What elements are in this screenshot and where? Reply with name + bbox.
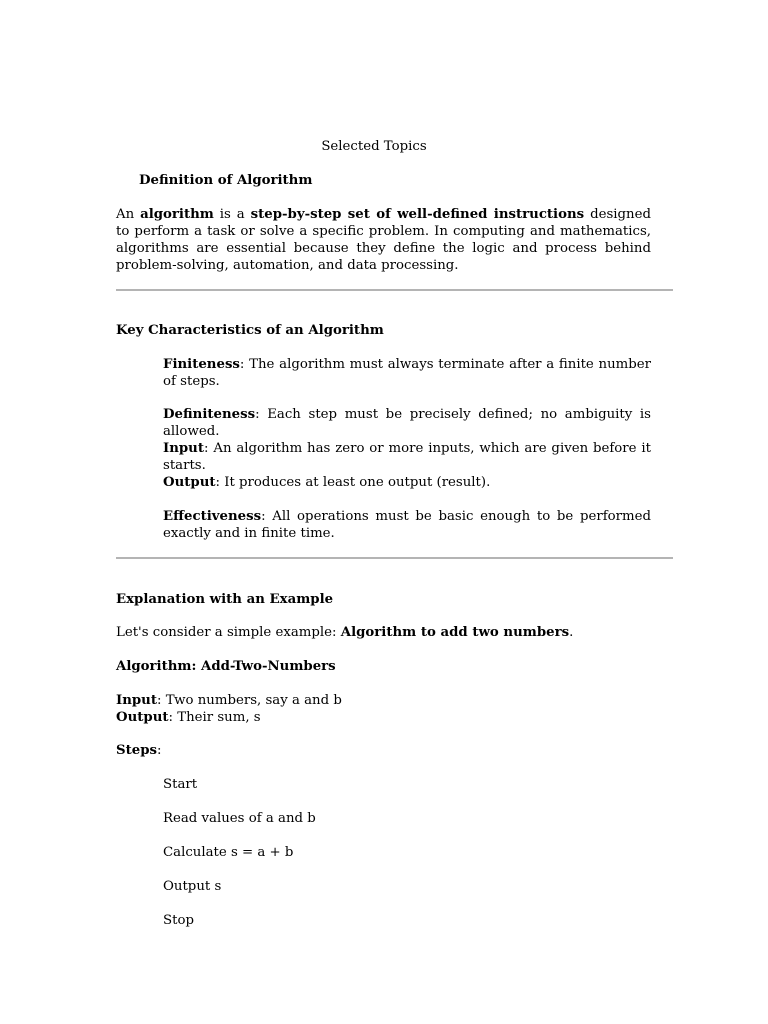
step-item: Calculate s = a + b	[163, 845, 294, 860]
characteristic-term: Output	[163, 475, 216, 490]
output-label: Output	[116, 710, 169, 725]
definition-term: algorithm	[140, 207, 214, 222]
characteristic-desc: : An algorithm has zero or more inputs, which are given before it starts.	[163, 441, 651, 473]
algorithm-output-line	[116, 709, 261, 726]
algorithm-input-line	[116, 692, 342, 709]
characteristic-desc: : Each step must be precisely defined; no ambiguity is allowed.	[163, 407, 651, 439]
step-item: Read values of a and b	[163, 811, 316, 826]
step-item: Stop	[163, 913, 194, 928]
characteristic-desc: : The algorithm must always terminate after a finite number of steps.	[163, 357, 651, 389]
definition-is-a: is a	[219, 207, 245, 222]
step-item: Output s	[163, 879, 222, 894]
characteristic-item	[163, 440, 651, 474]
example-intro-end: .	[569, 625, 574, 640]
page-title: Selected Topics	[321, 139, 427, 154]
definition-heading: Definition of Algorithm	[139, 173, 313, 188]
algorithm-heading: Algorithm: Add-Two-Numbers	[116, 659, 336, 674]
horizontal-rule	[116, 557, 673, 559]
definition-bold-phrase: step-by-step set of well-defined instructions	[250, 207, 585, 222]
definition-paragraph	[116, 206, 651, 274]
steps-colon: :	[157, 743, 162, 758]
horizontal-rule	[116, 289, 673, 291]
characteristic-item	[163, 356, 651, 390]
example-heading: Explanation with an Example	[116, 592, 334, 607]
step-item: Start	[163, 777, 198, 792]
input-text: : Two numbers, say a and b	[157, 693, 342, 708]
characteristic-term: Input	[163, 441, 204, 456]
characteristic-term: Definiteness	[163, 407, 256, 422]
characteristic-item	[163, 508, 651, 542]
steps-label: Steps	[116, 743, 157, 758]
example-intro	[116, 624, 573, 641]
steps-label-line	[116, 742, 161, 759]
characteristic-item	[163, 406, 651, 440]
characteristic-item	[163, 474, 651, 491]
definition-an: An	[116, 207, 135, 222]
characteristic-desc: : It produces at least one output (result).	[215, 475, 491, 490]
example-intro-text: Let's consider a simple example:	[116, 625, 337, 640]
characteristic-desc: : All operations must be basic enough to be performed exactly and in finite time.	[163, 509, 651, 541]
example-intro-bold: Algorithm to add two numbers	[340, 625, 570, 640]
definition-rest: designed to perform a task or solve a specific problem. In computing and mathematics, algorithms are essential because they define the logic and process behind problem-solving, automation, and data processing.	[116, 207, 651, 273]
output-text: : Their sum, s	[168, 710, 261, 725]
characteristics-heading: Key Characteristics of an Algorithm	[116, 323, 384, 338]
input-label: Input	[116, 693, 157, 708]
characteristic-term: Finiteness	[163, 357, 240, 372]
characteristic-term: Effectiveness	[163, 509, 262, 524]
